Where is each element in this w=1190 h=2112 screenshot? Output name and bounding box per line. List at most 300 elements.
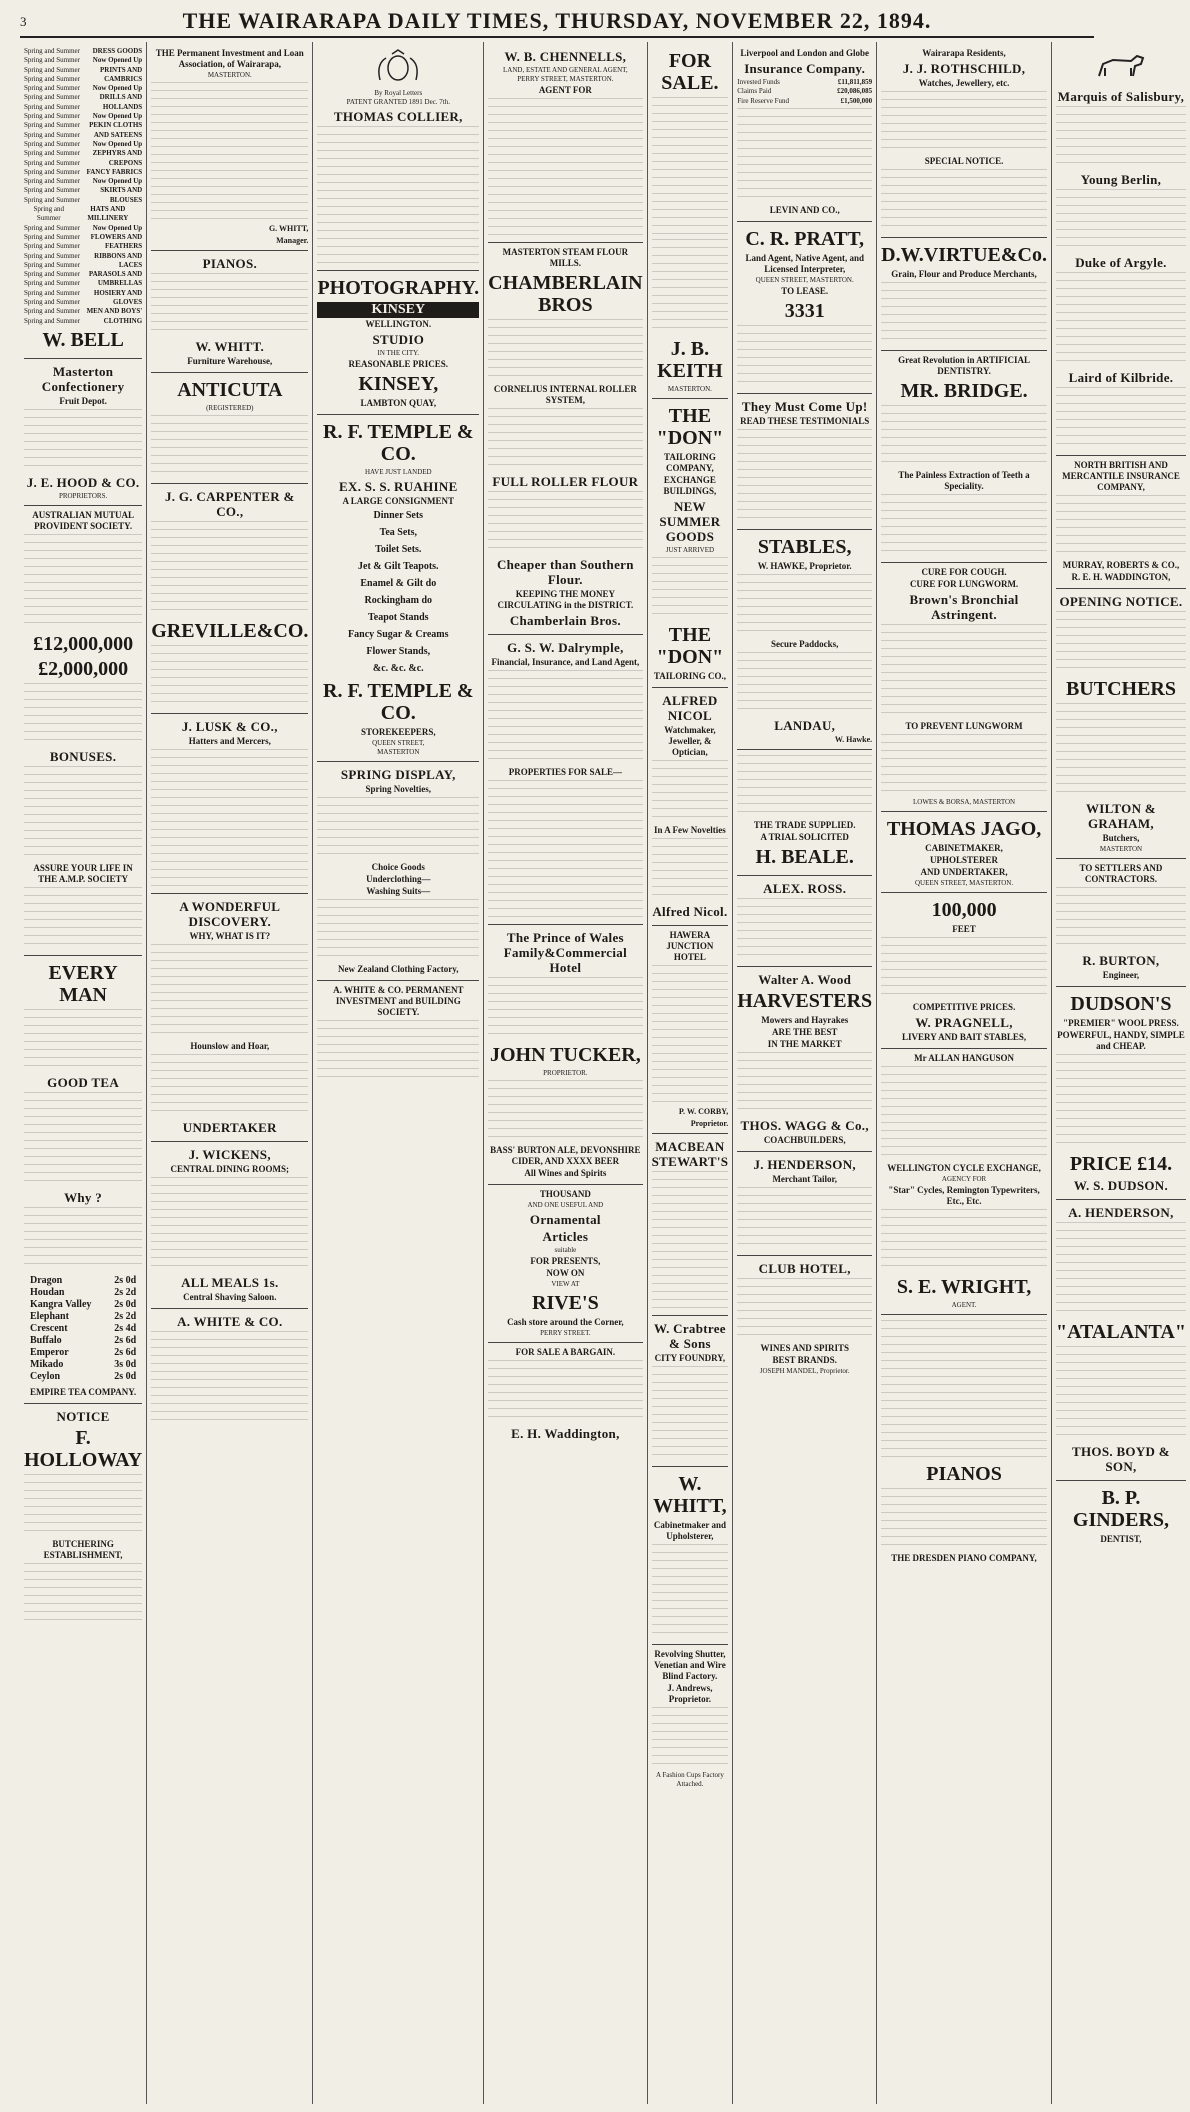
horse-icon [1091, 50, 1151, 86]
temple-name-2: R. F. TEMPLE & CO. [323, 680, 474, 724]
butchers-ad [1056, 589, 1186, 859]
hanguson-ad [881, 1049, 1047, 1315]
spring-item-label: Spring and Summer [24, 56, 80, 65]
spring-item [24, 307, 142, 316]
nicol-body-2 [652, 838, 729, 902]
wool-press: "PREMIER" WOOL PRESS. [1063, 1018, 1179, 1028]
photography: PHOTOGRAPHY. [317, 277, 480, 299]
spring-item [24, 205, 142, 224]
bridge-body-2 [881, 494, 1047, 558]
wickens-name: J. WICKENS, [188, 1147, 271, 1162]
discovery-why: WHY, WHAT IS IT? [189, 931, 271, 941]
pianos-ad [151, 251, 308, 373]
collier-ad [317, 44, 479, 271]
hawke: W. HAWKE, Proprietor. [757, 560, 852, 571]
amp-funds: £12,000,000 [33, 632, 134, 655]
dresden-body-2 [881, 1488, 1047, 1552]
price: PRICE £14. [1069, 1153, 1173, 1175]
beale-trial: A TRIAL SOLICITED [760, 831, 849, 842]
spring-item [24, 149, 142, 158]
spring-item-goods: PRINTS AND [99, 65, 143, 74]
chennells-name: W. B. CHENNELLS, [504, 49, 627, 64]
crockery-item: Rockingham do [364, 595, 433, 606]
wood-body [737, 1052, 872, 1116]
spring-item [24, 177, 142, 186]
spring-item-label: Spring and Summer [33, 205, 64, 223]
tea-row [30, 1323, 136, 1335]
in-market: IN THE MARKET [767, 1038, 842, 1049]
spring-item-goods: LACES [118, 260, 143, 269]
lusk-hatters: Hatters and Mercers, [188, 736, 271, 746]
amp-title: AUSTRALIAN MUTUAL PROVIDENT SOCIETY. [32, 509, 134, 531]
spring-item-goods: PARASOLS AND [88, 270, 143, 279]
masthead [20, 6, 1094, 38]
hawke-sig: W. Hawke. [834, 734, 873, 744]
spring-item-label: Spring and Summer [24, 232, 80, 241]
hawera: HAWERA JUNCTION HOTEL [666, 930, 714, 962]
hawera-body [652, 965, 729, 1105]
nb-body [1056, 495, 1186, 559]
washing-suits: Washing Suits— [366, 886, 431, 896]
royal-arms-emblem [368, 50, 428, 86]
tea-row [30, 1299, 136, 1311]
grain: Grain, Flour and Produce Merchants, [891, 269, 1037, 279]
choice-goods: Choice Goods [371, 862, 425, 872]
chennells-body [488, 98, 642, 238]
in-city: IN THE CITY. [377, 349, 420, 357]
columns [20, 42, 1186, 2104]
crockery-item: Fancy Sugar & Creams [348, 629, 449, 640]
rothschild-body-2 [881, 169, 1047, 233]
kinsey-wellington: WELLINGTON. [365, 319, 432, 329]
hawke-body [737, 574, 872, 638]
browns-ad [881, 563, 1047, 812]
for-sale: FOR SALE. [661, 50, 719, 94]
spring-item [24, 186, 142, 195]
lowes: LOWES & BORSA, MASTERTON [912, 798, 1016, 806]
tea-price: 3s 0d [114, 1358, 137, 1370]
suitable: suitable [554, 1246, 577, 1254]
spring-item-goods: FEATHERS [104, 242, 143, 251]
spring-novelties: Spring Novelties, [365, 784, 432, 794]
discovery-title: A WONDERFUL DISCOVERY. [179, 899, 281, 929]
tea-price: 2s 0d [114, 1274, 137, 1286]
tea-name: Crescent [30, 1322, 68, 1334]
tea-row [30, 1359, 136, 1371]
spring-item-label: Spring and Summer [24, 149, 80, 158]
amp-body-3 [24, 766, 142, 862]
spring-item-label: Spring and Summer [24, 102, 80, 111]
wairarapa-residents: Wairarapa Residents, [922, 48, 1006, 58]
pianos-head: PIANOS. [202, 256, 258, 271]
spring-item [24, 121, 142, 130]
amp-body-4 [24, 887, 142, 951]
thousand: THOUSAND [539, 1189, 591, 1199]
best-brands: BEST BRANDS. [772, 1354, 837, 1365]
tea-price: 2s 2d [114, 1286, 137, 1298]
spring-item-goods: FANCY FABRICS [86, 167, 143, 176]
spring-item-goods: HOSIERY AND [93, 288, 143, 297]
exchange-buildings: EXCHANGE BUILDINGS, [663, 475, 717, 496]
spring-item-goods: Now Opened Up [92, 139, 143, 148]
star-cycles: "Star" Cycles, Remington Typewriters, Etc., Etc. [888, 1185, 1040, 1206]
tea-price: 2s 2d [114, 1310, 137, 1322]
tea-ad [24, 956, 142, 1404]
spring-item-label: Spring and Summer [24, 139, 80, 148]
landau: LANDAU, [774, 717, 836, 733]
cycle-body [881, 1209, 1047, 1273]
every-man: EVERY MAN [48, 961, 118, 1006]
jago-street: QUEEN STREET, MASTERTON. [915, 879, 1014, 887]
secure-paddocks: Secure Paddocks, [771, 638, 839, 649]
spring-item [24, 261, 142, 270]
spring-item-label: Spring and Summer [24, 270, 80, 279]
hanguson: Mr ALLAN HANGUSON [914, 1053, 1014, 1063]
berlin-body [1056, 189, 1186, 253]
spring-item-goods: PEKIN CLOTHS [89, 121, 143, 130]
stallions-ad [1056, 44, 1186, 456]
spring-item-label: Spring and Summer [24, 288, 80, 297]
spring-item [24, 56, 142, 65]
browns: Brown's Bronchial Astringent. [909, 592, 1019, 622]
amp-body [24, 534, 142, 630]
patent: PATENT GRANTED 1891 Dec. 7th. [346, 98, 451, 106]
anticuta: ANTICUTA [177, 379, 283, 401]
wilton-graham: WILTON & GRAHAM, [1085, 801, 1156, 831]
spring-item-goods: Now Opened Up [92, 56, 143, 65]
opening-body [1056, 611, 1186, 675]
blind-factory: Revolving Shutter, Venetian and Wire Blind Factory. [654, 1649, 726, 1681]
amp-bonuses: BONUSES. [49, 748, 117, 764]
keith-name: J. B. KEITH [657, 338, 723, 382]
for-sale-body [652, 97, 729, 237]
spring-item-label: Spring and Summer [24, 65, 80, 74]
macbean-ad [652, 1134, 729, 1316]
liverpool-ad [737, 44, 872, 222]
investment-ad [151, 44, 308, 251]
macbean-body [652, 1171, 729, 1311]
spring-item [24, 168, 142, 177]
white-ad [151, 1309, 308, 1431]
club-hotel-ad [737, 1256, 872, 1380]
opening-notice: OPENING NOTICE. [1059, 594, 1183, 609]
rothschild: J. J. ROTHSCHILD, [902, 61, 1026, 76]
henderson-body [737, 1187, 872, 1251]
confectionery-title: Masterton Confectionery [41, 363, 125, 394]
hood-name: J. E. HOOD & CO. [26, 474, 140, 490]
don-tailoring-2: TAILORING CO., [653, 671, 726, 681]
spring-item-label: Spring and Summer [24, 74, 80, 83]
spring-item-goods: DRESS GOODS [92, 47, 143, 55]
bargain-body [488, 1360, 642, 1424]
collier-body [317, 126, 479, 266]
andrews-body [652, 1707, 729, 1771]
lambton-quay: LAMBTON QUAY, [360, 398, 437, 408]
ginders: B. P. GINDERS, [1072, 1487, 1170, 1531]
virtue: D.W.VIRTUE&Co. [881, 244, 1047, 266]
kinsey-2: KINSEY, [358, 373, 439, 395]
boyd: THOS. BOYD & SON, [1072, 1444, 1170, 1474]
useful: AND ONE USEFUL AND [527, 1201, 604, 1209]
crockery-item: Flower Stands, [366, 646, 431, 657]
holloway-ad [24, 1404, 142, 1631]
spring-item-goods: MEN AND BOYS' [86, 307, 143, 316]
the-don: THE "DON" [656, 405, 724, 449]
coachbuilders: COACHBUILDERS, [763, 1134, 846, 1145]
holloway-body-2 [24, 1563, 142, 1627]
chamberlain-body [488, 319, 642, 383]
butchers-body [1056, 703, 1186, 799]
andrews: J. Andrews, Proprietor. [667, 1683, 713, 1704]
levin: LEVIN AND CO., [769, 204, 840, 215]
spring-item-label: Spring and Summer [24, 279, 80, 288]
rothschild-ad [881, 44, 1047, 238]
browns-body-2 [881, 734, 1047, 798]
permanent-title: A. WHITE & CO. PERMANENT INVESTMENT and BUILDING SOCIETY. [333, 985, 464, 1017]
waddington: R. E. H. WADDINGTON, [1071, 572, 1171, 582]
carpenter-ad [151, 484, 308, 714]
spring-item [24, 252, 142, 261]
nz-clothing: New Zealand Clothing Factory, [338, 964, 459, 974]
spring-item-goods: Now Opened Up [92, 84, 143, 93]
whitt-body [652, 1544, 729, 1640]
spring-item-goods: AND SATEENS [93, 130, 143, 139]
cheaper-flour: Cheaper than Southern Flour. [496, 557, 634, 587]
crockery-item: Tea Sets, [379, 527, 417, 538]
cure-cough: CURE FOR COUGH. [921, 567, 1007, 577]
burton-ad [1056, 859, 1186, 987]
club-hotel: CLUB HOTEL, [758, 1260, 851, 1276]
liverpool: Liverpool and London and Globe [740, 48, 869, 58]
spring-item-label: Spring and Summer [24, 251, 80, 260]
tea-price: 2s 6d [114, 1334, 137, 1346]
keith-town: MASTERTON. [667, 385, 712, 393]
butchers: BUTCHERS [1065, 678, 1176, 700]
anticuta-body [151, 415, 308, 479]
bridge: MR. BRIDGE. [900, 380, 1028, 402]
spring-item-label: Spring and Summer [24, 307, 80, 316]
stables: STABLES, [757, 535, 852, 558]
spring-item [24, 131, 142, 140]
keeping-money: KEEPING THE MONEY CIRCULATING in the DISTRICT. [497, 589, 634, 610]
fund-row: Fire Reserve Fund £1,500,000 [737, 96, 873, 105]
spring-item-goods: Now Opened Up [92, 177, 143, 186]
tea-price: 2s 0d [114, 1298, 137, 1310]
macbean: MACBEAN STEWART'S [651, 1139, 729, 1169]
livery: LIVERY AND BAIT STABLES, [902, 1032, 1027, 1042]
crabtree-ad [652, 1316, 729, 1467]
whitt-title: G. WHITT, [268, 224, 309, 233]
merchant-tailor: Merchant Tailor, [772, 1173, 837, 1184]
tea-company: EMPIRE TEA COMPANY. [30, 1386, 137, 1397]
spring-item-label: Spring and Summer [24, 167, 80, 176]
feet-amount: 100,000 [931, 899, 997, 921]
spring-body-2 [317, 899, 479, 963]
spring-item-goods: HATS AND MILLINERY [87, 205, 129, 223]
tea-price: 2s 4d [114, 1322, 137, 1334]
they-must: They Must Come Up! [741, 398, 868, 414]
cabinetmaker: Cabinetmaker and Upholsterer, [653, 1520, 726, 1541]
spring-item-goods: SKIRTS AND [100, 186, 143, 195]
special-notice: SPECIAL NOTICE. [924, 156, 1004, 166]
tea-row [30, 1347, 136, 1359]
foundry: CITY FOUNDRY, [654, 1353, 726, 1363]
competitive: COMPETITIVE PRICES. [912, 1002, 1016, 1012]
tea-name: Ceylon [30, 1370, 60, 1382]
holloway-body [24, 1474, 142, 1538]
column-8 [1051, 42, 1190, 2104]
pianos-big: PIANOS [926, 1463, 1002, 1485]
factory-attached: A Fashion Cups Factory Attached. [655, 1771, 724, 1788]
tea-row [30, 1311, 136, 1323]
powerful: POWERFUL, HANDY, SIMPLE and CHEAP. [1057, 1030, 1185, 1051]
pratt-role: Land Agent, Native Agent, and Licensed Interpreter, [745, 252, 864, 274]
ornamental: Ornamental [529, 1212, 601, 1227]
the-don-2: THE "DON" [656, 624, 724, 668]
why: Why ? [64, 1189, 103, 1205]
prevent: TO PREVENT LUNGWORM [905, 721, 1023, 731]
discovery-ad [151, 894, 308, 1142]
beale-name: H. BEALE. [755, 845, 854, 868]
fund-value: £20,086,085 [837, 87, 873, 96]
fund-row: Claims Paid £20,086,085 [737, 87, 873, 96]
amp-assure: ASSURE YOUR LIFE IN THE A.M.P. SOCIETY [33, 862, 133, 884]
spring-item-goods: CREPONS [108, 158, 143, 167]
tea-body-3 [24, 1207, 142, 1271]
spring-item-goods: FLOWERS AND [90, 232, 143, 241]
fund-value: £1,500,000 [840, 96, 873, 105]
agency-for: AGENCY FOR [941, 1175, 987, 1183]
spring-item-label: Spring and Summer [24, 130, 80, 139]
spring-item [24, 84, 142, 93]
virtue-ad [881, 238, 1047, 351]
virtue-body [881, 282, 1047, 346]
spring-summer-list [24, 47, 142, 326]
white-body [151, 1331, 308, 1427]
spring-item-label: Spring and Summer [24, 186, 80, 195]
all-meals: ALL MEALS 1s. [181, 1275, 279, 1290]
full-roller-flour: FULL ROLLER FLOUR [492, 474, 639, 489]
wickens-body [151, 1177, 308, 1273]
beale-ad [737, 750, 872, 876]
tea-name: Buffalo [30, 1334, 62, 1346]
tea-body [24, 1009, 142, 1073]
beale-trade: THE TRADE SUPPLIED. [753, 819, 856, 830]
view-at: VIEW AT [551, 1280, 580, 1288]
reasonable: REASONABLE PRICES. [348, 359, 449, 369]
land-agent: LAND, ESTATE AND GENERAL AGENT, [503, 66, 628, 74]
consignment: A LARGE CONSIGNMENT [342, 496, 455, 506]
lusk-ad [151, 714, 308, 894]
butchers-town: MASTERTON [1099, 845, 1143, 853]
spring-item-goods: DRILLS AND [99, 93, 143, 102]
wickens-ad [151, 1142, 308, 1309]
crockery-list [317, 508, 479, 677]
hounslow-body [151, 1054, 308, 1118]
duke-argyle: Duke of Argyle. [1075, 255, 1167, 270]
spring-item [24, 93, 142, 102]
fund-value: £11,811,859 [837, 78, 873, 86]
pragnell: W. PRAGNELL, [915, 1015, 1013, 1030]
crockery-item: Toilet Sets. [375, 544, 422, 555]
spring-item [24, 270, 142, 279]
pratt-name: C. R. PRATT, [745, 227, 865, 250]
wines: WINES AND SPIRITS [760, 1342, 849, 1353]
temple-street: QUEEN STREET, [372, 739, 425, 747]
jago-cabinet: CABINETMAKER, [925, 843, 1003, 853]
anticuta-ad [151, 373, 308, 484]
greville: GREVILLE&CO. [151, 620, 309, 642]
dalrymple-role: Financial, Insurance, and Land Agent, [491, 657, 640, 667]
page-number: 3 [20, 14, 27, 29]
pratt-ad [737, 222, 872, 394]
hawke-body-2 [737, 652, 872, 716]
wright: S. E. WRIGHT, [896, 1276, 1032, 1298]
nicol-ad [652, 688, 729, 926]
collier-name: THOMAS COLLIER, [333, 109, 463, 124]
henderson-name: J. HENDERSON, [753, 1156, 856, 1172]
spring-body [317, 797, 479, 861]
corby-name: P. W. CORBY, [678, 1107, 729, 1116]
insurance-company: Insurance Company. [744, 61, 866, 76]
spring-item-label: Spring and Summer [24, 260, 80, 269]
hood-sub: PROPRIETORS. [58, 491, 108, 500]
cash-store: Cash store around the Corner, [507, 1317, 624, 1327]
discovery-body [151, 944, 308, 1040]
spring-item-label: Spring and Summer [24, 121, 80, 130]
to-lease: TO LEASE. [781, 285, 829, 296]
undertaker: UNDERTAKER [182, 1120, 277, 1135]
studio: STUDIO [372, 332, 425, 347]
club-body [737, 1278, 872, 1342]
spring-item-label: Spring and Summer [24, 112, 80, 121]
rothschild-body [881, 91, 1047, 155]
pratt-street: QUEEN STREET, MASTERTON. [755, 275, 854, 284]
amp-ad [24, 506, 142, 956]
henderson-8-body [1056, 1222, 1186, 1318]
henderson-ad [737, 1152, 872, 1256]
spring-item-goods: Now Opened Up [92, 112, 143, 121]
hounslow: Hounslow and Hoar, [190, 1041, 270, 1051]
keith-ad [652, 44, 729, 399]
spring-item-goods: BLOUSES [109, 195, 143, 204]
timber-body [881, 937, 1047, 1001]
andrews-ad [652, 1645, 729, 1793]
whitt-cabinet-ad [652, 1467, 729, 1645]
novelties: In A Few Novelties [654, 825, 726, 835]
mandel: JOSEPH MANDEL, Proprietor. [759, 1366, 850, 1375]
dresden-body [881, 1320, 1047, 1460]
spring-item-goods: Now Opened Up [92, 223, 143, 232]
chamberlain-ad [488, 243, 642, 635]
all-wines: All Wines and Spirits [524, 1168, 607, 1178]
confectionery-ad [24, 359, 142, 506]
wood-ad [737, 967, 872, 1152]
bargain: FOR SALE A BARGAIN. [515, 1347, 616, 1357]
hawke-ad [737, 530, 872, 750]
corby-sub: Proprietor. [690, 1119, 729, 1128]
good-tea: GOOD TEA [47, 1074, 120, 1090]
north-british-ad [1056, 456, 1186, 589]
furniture: Furniture Warehouse, [187, 356, 273, 366]
newspaper-title: THE WAIRARAPA DAILY TIMES, THURSDAY, NOVEMBER 22, 1894. [182, 8, 932, 33]
bell-spring-ad [24, 44, 142, 359]
bridge-ad [881, 351, 1047, 563]
bridge-body [881, 405, 1047, 469]
pianos-body [151, 273, 308, 337]
column-5 [647, 42, 733, 2104]
liverpool-body [737, 108, 872, 204]
